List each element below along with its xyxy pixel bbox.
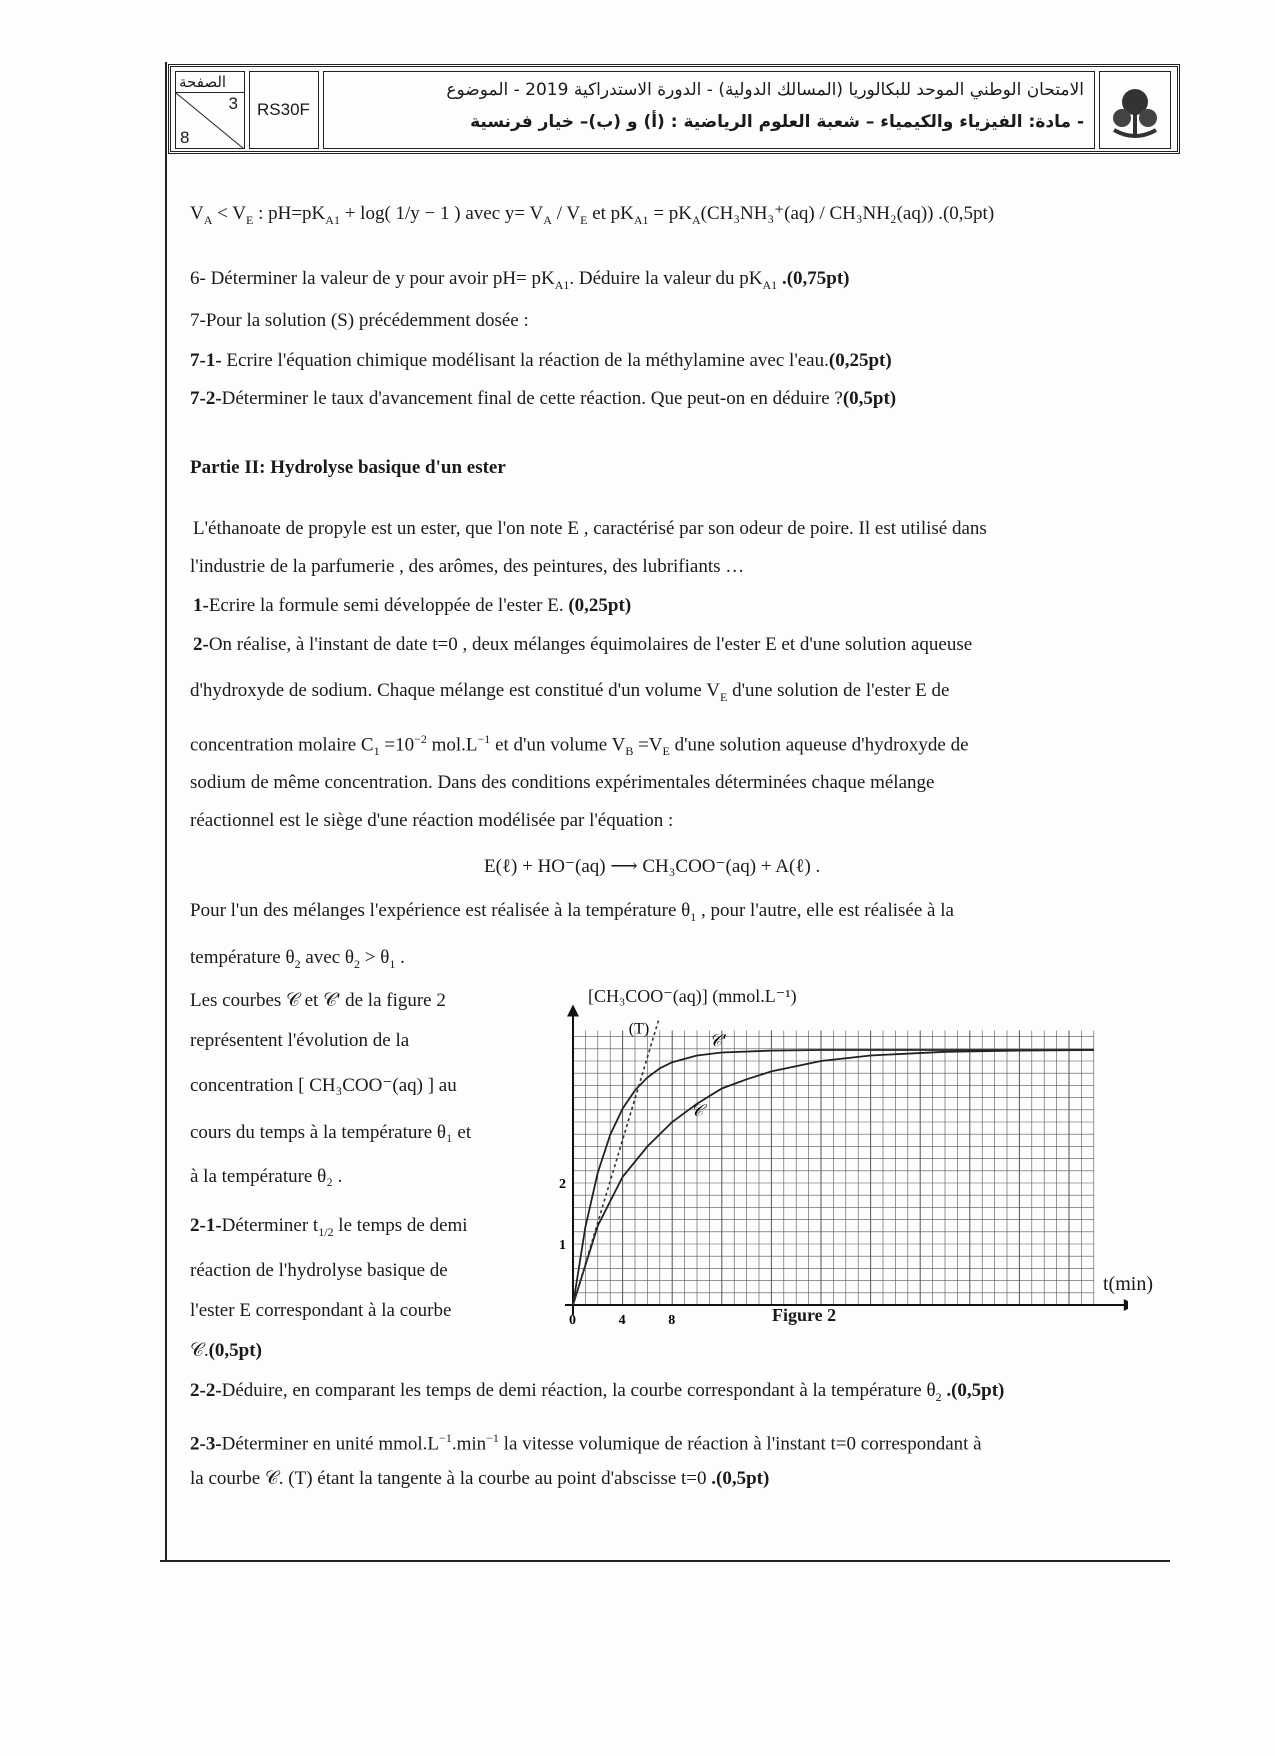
figure-2-chart bbox=[548, 985, 1128, 1325]
t2-text: température θ bbox=[190, 947, 295, 968]
q23-points: .(0,5pt) bbox=[706, 1468, 770, 1489]
x-tick-label: 8 bbox=[668, 1313, 676, 1325]
tangent-line bbox=[573, 1018, 659, 1305]
p2-sup: −2 bbox=[414, 732, 427, 746]
q72-points: (0,5pt) bbox=[842, 388, 897, 409]
q6-points: .(0,75pt) bbox=[777, 268, 850, 289]
q21-l1: Déterminer t bbox=[221, 1215, 319, 1236]
question-2-line2 bbox=[190, 680, 949, 708]
q23-l1b: .min bbox=[451, 1433, 487, 1455]
p2-l2: d'hydroxyde de sodium. Chaque mélange est constitué d'un volume V bbox=[190, 680, 720, 701]
curve-c-label: 𝒞 bbox=[690, 1100, 704, 1120]
temperature-line-1 bbox=[190, 900, 954, 928]
left-col-line-1: Les courbes 𝒞 et 𝒞' de la figure 2 bbox=[190, 990, 446, 1011]
ministry-logo-icon bbox=[1100, 72, 1170, 148]
left-col-line-5: à la température θ₂ . bbox=[190, 1166, 343, 1187]
exam-header bbox=[168, 64, 1180, 154]
y-tick-label: 2 bbox=[559, 1177, 566, 1192]
p2-l3f: d'une solution aqueuse d'hydroxyde de bbox=[669, 734, 969, 756]
x-axis-label: t(min) bbox=[1103, 1273, 1153, 1295]
q21-points: (0,5pt) bbox=[208, 1340, 262, 1361]
t1-sub: 1 bbox=[690, 909, 697, 924]
f-sub: A1 bbox=[325, 212, 340, 227]
formula-line bbox=[190, 203, 994, 231]
q21-sub: 1/2 bbox=[318, 1224, 334, 1239]
question-2-1-line2: réaction de l'hydrolyse basique de bbox=[190, 1260, 448, 1281]
p2-l3b: =10 bbox=[379, 734, 415, 756]
q21-l1b: le temps de demi bbox=[333, 1215, 468, 1236]
t2-text-b: avec θ bbox=[300, 947, 354, 968]
q71-points: (0,25pt) bbox=[828, 350, 892, 371]
f-avec: avec y= V bbox=[460, 203, 544, 224]
question-2-line5: réactionnel est le siège d'une réaction modélisée par l'équation : bbox=[190, 810, 674, 831]
t2-text-c: > θ bbox=[359, 947, 390, 968]
t2-sub: 1 bbox=[389, 956, 396, 971]
t1-text-b: , pour l'autre, elle est réalisée à la bbox=[696, 900, 954, 921]
f-eq: = pK bbox=[648, 203, 692, 224]
left-col-line-2: représentent l'évolution de la bbox=[190, 1030, 410, 1051]
f-log: + log( 1/y − 1 ) bbox=[339, 203, 461, 224]
question-6 bbox=[190, 268, 850, 296]
y-axis-arrow bbox=[567, 1005, 579, 1017]
t1-text: Pour l'un des mélanges l'expérience est réalisée à la température θ bbox=[190, 900, 691, 921]
question-7-1 bbox=[190, 350, 892, 372]
f-ph: : pH=pK bbox=[253, 203, 326, 224]
p2-l1: On réalise, à l'instant de date t=0 , deux mélanges équimolaires de l'ester E et d'une solution aqueuse bbox=[208, 634, 973, 655]
q6-sub: A1 bbox=[554, 277, 570, 292]
q72-num: 7-2- bbox=[190, 388, 222, 409]
y-axis-title: [CH₃COO⁻(aq)] (mmol.L⁻¹) bbox=[588, 986, 797, 1006]
q21-l4: 𝒞. bbox=[190, 1340, 209, 1361]
exam-code: RS30F bbox=[257, 100, 310, 119]
question-2-1-line4 bbox=[190, 1340, 262, 1362]
p2-l2b: d'une solution de l'ester E de bbox=[727, 680, 950, 701]
f-sub: A bbox=[203, 212, 213, 227]
ministry-logo-box bbox=[1099, 71, 1171, 149]
exam-title-line1: الامتحان الوطني الموحد للبكالوريا (المسالك الدولية) - الدورة الاستدراكية 2019 - الموضوع bbox=[446, 80, 1084, 100]
f-sub: A bbox=[543, 212, 552, 227]
t2-text-d: . bbox=[395, 947, 405, 968]
p1-text: Ecrire la formule semi développée de l'ester E. bbox=[208, 595, 564, 616]
question-2-line1 bbox=[193, 634, 972, 656]
intro-line-2: l'industrie de la parfumerie , des arômes, des peintures, des lubrifiants … bbox=[190, 556, 745, 577]
p1-num: 1- bbox=[193, 595, 209, 616]
t2-sub: 2 bbox=[294, 956, 301, 971]
f-pts: .(0,5pt) bbox=[933, 203, 995, 224]
f-sub: A bbox=[692, 212, 701, 227]
p2-l3e: =V bbox=[633, 734, 663, 756]
p2-num: 2- bbox=[193, 634, 209, 655]
p2-l3: concentration molaire C bbox=[190, 734, 374, 756]
q71-num: 7-1- bbox=[190, 350, 222, 371]
q72-text: Déterminer le taux d'avancement final de cette réaction. Que peut-on en déduire ? bbox=[221, 388, 843, 409]
tangent-label: (T) bbox=[628, 1020, 650, 1038]
temperature-line-2 bbox=[190, 947, 405, 975]
f-lt: < V bbox=[212, 203, 246, 224]
question-2-2 bbox=[190, 1380, 1004, 1408]
q6-text: 6- Déterminer la valeur de y pour avoir pH= pK bbox=[190, 268, 555, 289]
page-number: 3 bbox=[228, 94, 238, 113]
page-number-box bbox=[175, 71, 245, 149]
question-2-1-line1 bbox=[190, 1215, 468, 1243]
curve-c-prime-label: 𝒞' bbox=[709, 1030, 726, 1050]
question-7: 7-Pour la solution (S) précédemment dosée : bbox=[190, 310, 529, 331]
q23-l1: Déterminer en unité mmol.L bbox=[221, 1433, 440, 1455]
question-2-line3 bbox=[190, 728, 969, 762]
p2-l3c: mol.L bbox=[426, 734, 478, 756]
page-label: الصفحة bbox=[179, 73, 227, 91]
f-species: (CH₃NH₃⁺(aq) / CH₃NH₂(aq)) bbox=[700, 203, 934, 224]
exam-title-box bbox=[323, 71, 1095, 149]
q22-num: 2-2- bbox=[190, 1380, 222, 1401]
q23-sup: −1 bbox=[486, 1431, 499, 1445]
q22-text: Déduire, en comparant les temps de demi réaction, la courbe correspondant à la température θ bbox=[221, 1380, 936, 1401]
p1-points: (0,25pt) bbox=[563, 595, 632, 616]
q21-num: 2-1- bbox=[190, 1215, 222, 1236]
left-col-line-4: cours du temps à la température θ₁ et bbox=[190, 1122, 472, 1143]
p2-sub: B bbox=[625, 744, 634, 759]
q71-text: Ecrire l'équation chimique modélisant la réaction de la méthylamine avec l'eau. bbox=[221, 350, 829, 371]
p2-l3d: et d'un volume V bbox=[490, 734, 626, 756]
y-tick-label: 1 bbox=[559, 1238, 566, 1253]
t2-sub: 2 bbox=[353, 956, 360, 971]
f-sub: E bbox=[580, 212, 588, 227]
q22-points: .(0,5pt) bbox=[941, 1380, 1005, 1401]
exam-title-line2: - مادة: الفيزياء والكيمياء – شعبة العلوم الرياضية : (أ) و (ب)– خيار فرنسية bbox=[470, 112, 1084, 132]
p2-sub: E bbox=[719, 689, 728, 704]
f-v: V bbox=[190, 203, 204, 224]
f-sub: E bbox=[246, 212, 254, 227]
q23-l1c: la vitesse volumique de réaction à l'instant t=0 correspondant à bbox=[498, 1433, 982, 1455]
p2-sup: −1 bbox=[477, 732, 491, 746]
question-7-2 bbox=[190, 388, 896, 410]
f-et: et pK bbox=[587, 203, 634, 224]
reaction-equation: E(ℓ) + HO⁻(aq) ⟶ CH₃COO⁻(aq) + A(ℓ) . bbox=[484, 856, 821, 877]
x-tick-label: 4 bbox=[618, 1313, 626, 1325]
x-tick-label: 0 bbox=[569, 1313, 576, 1325]
x-axis-arrow bbox=[1124, 1299, 1128, 1311]
p2-sub: 1 bbox=[373, 744, 380, 759]
question-2-1-line3: l'ester E correspondant à la courbe bbox=[190, 1300, 452, 1321]
question-1 bbox=[193, 595, 631, 617]
question-2-3-line1 bbox=[190, 1427, 982, 1455]
intro-line-1: L'éthanoate de propyle est un ester, que l'on note E , caractérisé par son odeur de poire. Il est utilisé dans bbox=[193, 518, 987, 539]
page-total: 8 bbox=[180, 128, 190, 147]
q23-num: 2-3- bbox=[190, 1433, 222, 1455]
page-frame-bottom bbox=[160, 1560, 1170, 1562]
q6-sub2: A1 bbox=[762, 277, 778, 292]
q22-sub: 2 bbox=[935, 1389, 942, 1404]
exam-code-box bbox=[249, 71, 319, 149]
question-2-3-line2 bbox=[190, 1468, 769, 1490]
left-col-line-3: concentration [ CH₃COO⁻(aq) ] au bbox=[190, 1075, 457, 1096]
f-sub: A1 bbox=[633, 212, 649, 227]
p2-sub: E bbox=[662, 744, 670, 759]
question-2-line4: sodium de même concentration. Dans des conditions expérimentales déterminées chaque mélange bbox=[190, 772, 935, 793]
q23-l2: la courbe 𝒞. (T) étant la tangente à la courbe au point d'abscisse t=0 bbox=[190, 1468, 707, 1489]
q6-text-b: . Déduire la valeur du pK bbox=[569, 268, 763, 289]
q23-sup: −1 bbox=[439, 1431, 452, 1445]
part-2-title: Partie II: Hydrolyse basique d'un ester bbox=[190, 457, 506, 478]
figure-caption: Figure 2 bbox=[772, 1305, 837, 1325]
f-slash: / V bbox=[551, 203, 581, 224]
